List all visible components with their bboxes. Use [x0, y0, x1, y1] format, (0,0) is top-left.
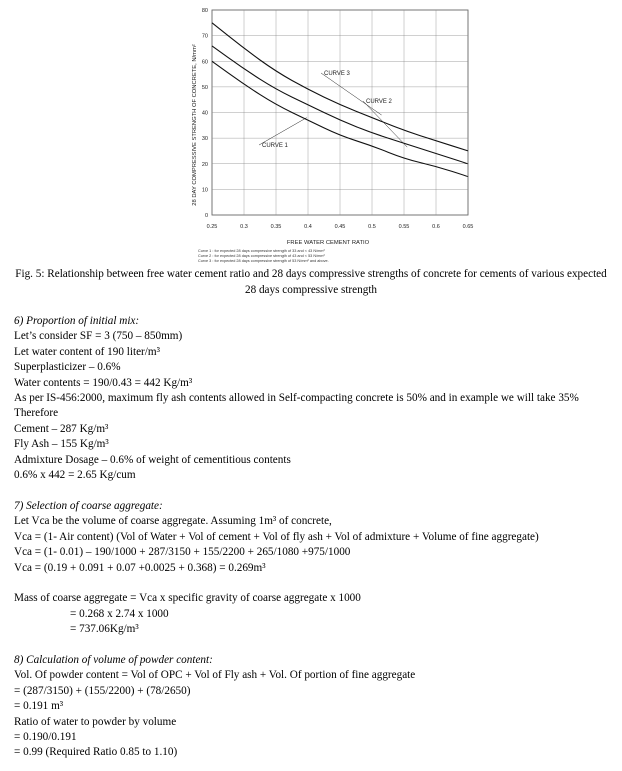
series-label: CURVE 3 — [324, 71, 350, 77]
y-tick-label: 60 — [201, 59, 208, 66]
x-tick-label: 0.5 — [368, 224, 376, 230]
section-6-line: Superplasticizer – 0.6% — [14, 361, 121, 374]
x-tick-label: 0.45 — [334, 224, 346, 230]
section-7-line: Vca = (1- Air content) (Vol of Water + Vol of cement + Vol of fly ash + Vol of admixture + Volume of fine aggregate) — [14, 530, 539, 543]
section-6-heading: 6) Proportion of initial mix: — [14, 315, 140, 327]
section-6-line: Let’s consider SF = 3 (750 – 850mm) — [14, 330, 183, 343]
section-8-line: = 0.99 (Required Ratio 0.85 to 1.10) — [14, 746, 178, 759]
section-6-line: Fly Ash – 155 Kg/m³ — [14, 438, 109, 451]
section-7 — [14, 499, 614, 638]
section-6-line: Therefore — [14, 407, 59, 420]
footnote-curve-1: Curve 1 : for expected 28 days compressive strength of 33 and < 43 N/mm² — [198, 249, 325, 253]
coarse-aggregate-mass: Mass of coarse aggregate = Vca x specific gravity of coarse aggregate x 1000 — [14, 592, 361, 605]
section-8-line: = 0.190/0.191 — [14, 731, 77, 744]
section-8-line: = 0.191 m³ — [14, 700, 64, 713]
section-7-heading: 7) Selection of coarse aggregate: — [14, 500, 163, 512]
section-8-line: Ratio of water to powder by volume — [14, 715, 177, 728]
coarse-aggregate-mass-step: = 0.268 x 2.74 x 1000 — [70, 607, 169, 620]
coarse-aggregate-mass-result: = 737.06Kg/m³ — [70, 623, 139, 636]
section-6-line: As per IS-456:2000, maximum fly ash contents allowed in Self-compacting concrete is 50% and in example we will take 35% — [14, 392, 579, 405]
section-8-line: Vol. Of powder content = Vol of OPC + Vol of Fly ash + Vol. Of portion of fine aggregate — [14, 669, 416, 682]
y-tick-label: 30 — [201, 136, 208, 143]
section-8 — [14, 653, 614, 761]
section-6-line: Let water content of 190 liter/m³ — [14, 345, 160, 358]
y-tick-label: 50 — [201, 84, 208, 91]
x-tick-label: 0.55 — [398, 224, 410, 230]
section-7-line: Let Vca be the volume of coarse aggregate. Assuming 1m³ of concrete, — [14, 515, 332, 528]
x-tick-label: 0.25 — [206, 224, 218, 230]
series-label: CURVE 1 — [262, 143, 288, 149]
section-6 — [14, 314, 614, 483]
y-tick-label: 20 — [201, 161, 208, 168]
x-tick-label: 0.35 — [270, 224, 282, 230]
y-tick-label: 70 — [201, 33, 208, 40]
footnote-curve-2: Curve 2 : for expected 28 days compressive strength of 43 and < 53 N/mm² — [198, 254, 325, 258]
y-tick-label: 80 — [201, 8, 208, 14]
y-tick-label: 40 — [201, 110, 208, 117]
strength-chart-figure — [176, 0, 482, 265]
section-7-line: Vca = (1- 0.01) – 190/1000 + 287/3150 + 155/2200 + 265/1080 +975/1000 — [14, 546, 351, 559]
series-label: CURVE 2 — [366, 99, 392, 105]
section-8-line: = (287/3150) + (155/2200) + (78/2650) — [14, 684, 191, 697]
y-tick-label: 0 — [204, 213, 208, 219]
section-6-line: Cement – 287 Kg/m³ — [14, 422, 109, 435]
x-tick-label: 0.3 — [240, 224, 248, 230]
footnote-curve-3: Curve 3 : for expected 28 days compressive strength of 53 N/mm² and above. — [198, 259, 329, 263]
x-tick-label: 0.65 — [462, 224, 474, 230]
figure-caption: Fig. 5: Relationship between free water cement ratio and 28 days compressive strengths of concrete for cements of various expected 28 days compressive strength — [15, 268, 607, 296]
section-6-line: 0.6% x 442 = 2.65 Kg/cum — [14, 469, 136, 482]
section-8-heading: 8) Calculation of volume of powder content: — [14, 654, 213, 666]
section-6-line: Admixture Dosage – 0.6% of weight of cementitious contents — [14, 453, 291, 466]
x-tick-label: 0.4 — [304, 224, 312, 230]
x-axis-label: FREE WATER CEMENT RATIO — [286, 240, 370, 246]
y-tick-label: 10 — [201, 187, 208, 194]
y-axis-label: 28 DAY COMPRESSIVE STRENGTH OF CONCRETE, N/mm² — [192, 44, 198, 206]
section-7-line: Vca = (0.19 + 0.091 + 0.07 +0.0025 + 0.368) = 0.269m³ — [14, 561, 266, 574]
section-6-line: Water contents = 190/0.43 = 442 Kg/m³ — [14, 376, 193, 389]
strength-chart — [176, 0, 482, 265]
x-tick-label: 0.6 — [432, 224, 440, 230]
